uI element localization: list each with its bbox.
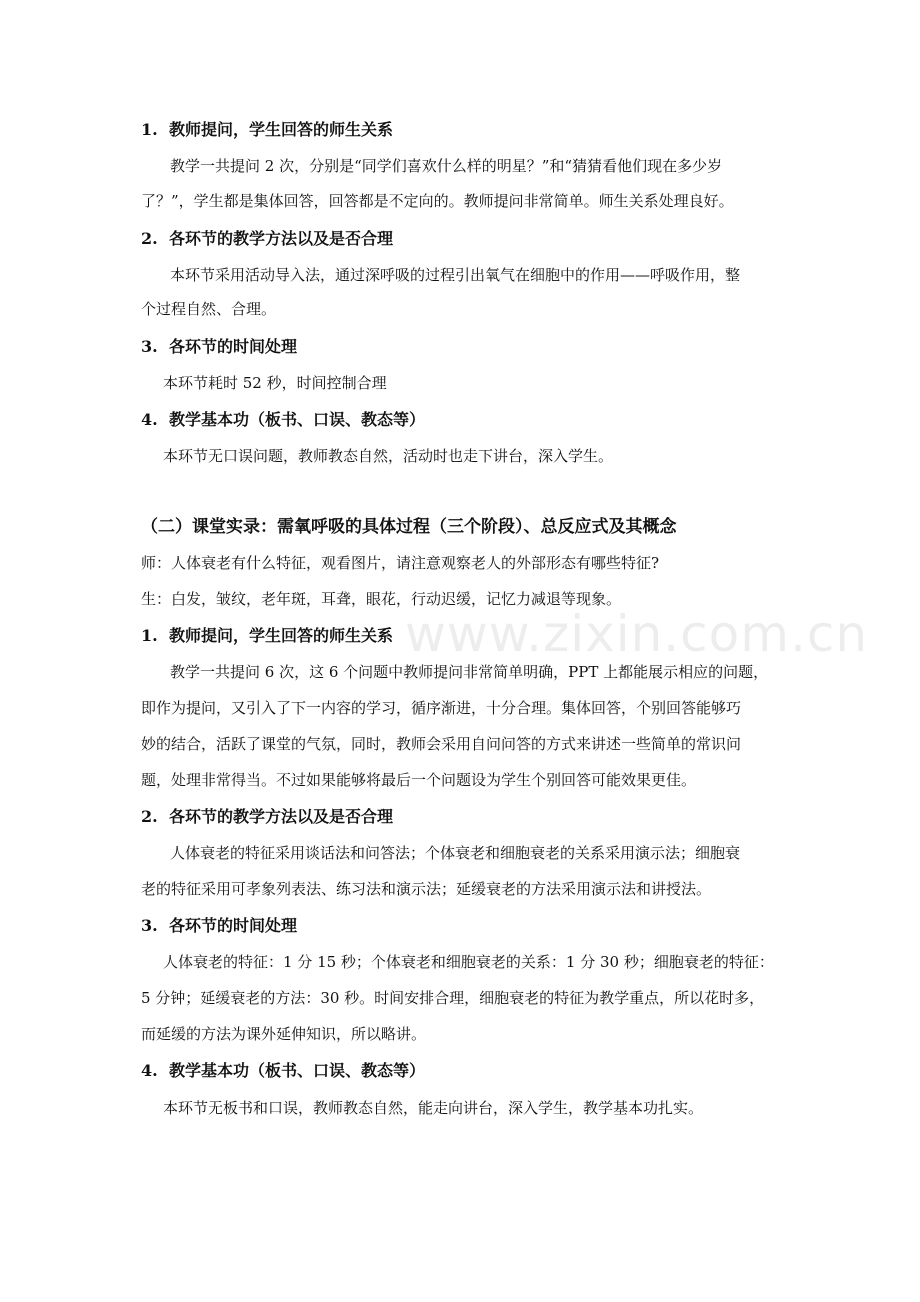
student-line: 生：白发，皱纹，老年斑，耳聋，眼花，行动迟缓，记忆力减退等现象。 <box>141 590 622 608</box>
p2-q1-line-3: 妙的结合，活跃了课堂的气氛，同时，教师会采用自问问答的方式来讲述一些简单的常识问 <box>141 735 742 753</box>
p1-q1-heading: 1. 教师提问，学生回答的师生关系 <box>141 120 394 139</box>
p1-q3-heading: 3. 各环节的时间处理 <box>141 337 298 356</box>
p2-q1-line-2: 即作为提问，又引入了下一内容的学习，循序渐进，十分合理。集体回答，个别回答能够巧 <box>141 699 742 717</box>
p2-q2-heading: 2. 各环节的教学方法以及是否合理 <box>141 807 394 826</box>
section-2-title: （二）课堂实录：需氧呼吸的具体过程（三个阶段）、总反应式及其概念 <box>141 517 677 537</box>
watermark: www.zixin.com.cn <box>405 605 869 663</box>
p2-q3-heading: 3. 各环节的时间处理 <box>141 916 298 935</box>
p2-q4-heading: 4. 教学基本功（板书、口误、教态等） <box>141 1061 426 1080</box>
p1-q2-line-1: 本环节采用活动导入法，通过深呼吸的过程引出氧气在细胞中的作用——呼吸作用，整 <box>170 266 741 284</box>
p2-q1-line-4: 题，处理非常得当。不过如果能够将最后一个问题设为学生个别回答可能效果更佳。 <box>141 771 697 789</box>
p1-q3-line-1: 本环节耗时 52 秒，时间控制合理 <box>163 374 387 392</box>
p2-q2-line-2: 老的特征采用可孝象列表法、练习法和演示法；延缓衰老的方法采用演示法和讲授法。 <box>141 880 712 898</box>
p1-q4-line-1: 本环节无口误问题，教师教态自然，活动时也走下讲台，深入学生。 <box>163 447 614 465</box>
p1-q2-line-2: 个过程自然、合理。 <box>141 300 277 318</box>
p2-q1-heading: 1. 教师提问，学生回答的师生关系 <box>141 626 394 645</box>
p1-q1-line-2: 了？”，学生都是集体回答，回答都是不定向的。教师提问非常简单。师生关系处理良好。 <box>141 192 734 210</box>
p2-q3-line-1: 人体衰老的特征：1 分 15 秒；个体衰老和细胞衰老的关系：1 分 30 秒；细胞衰老的特征： <box>163 953 774 971</box>
p1-q4-heading: 4. 教学基本功（板书、口误、教态等） <box>141 410 426 429</box>
p1-q2-heading: 2. 各环节的教学方法以及是否合理 <box>141 229 394 248</box>
p2-q2-line-1: 人体衰老的特征采用谈话法和问答法；个体衰老和细胞衰老的关系采用演示法；细胞衰 <box>170 844 741 862</box>
p1-q1-line-1: 教学一共提问 2 次，分别是“同学们喜欢什么样的明星？”和“猜猜看他们现在多少岁 <box>170 157 723 175</box>
p2-q4-line-1: 本环节无板书和口误，教师教态自然，能走向讲台，深入学生，教学基本功扎实。 <box>163 1099 704 1117</box>
p2-q3-line-3: 而延缓的方法为课外延伸知识，所以略讲。 <box>141 1025 427 1043</box>
p2-q3-line-2: 5 分钟；延缓衰老的方法：30 秒。时间安排合理，细胞衰老的特征为教学重点，所以花时多， <box>141 989 765 1007</box>
teacher-line: 师：人体衰老有什么特征，观看图片，请注意观察老人的外部形态有哪些特征? <box>141 554 660 572</box>
p2-q1-line-1: 教学一共提问 6 次，这 6 个问题中教师提问非常简单明确，PPT 上都能展示相应的问题， <box>170 663 769 681</box>
